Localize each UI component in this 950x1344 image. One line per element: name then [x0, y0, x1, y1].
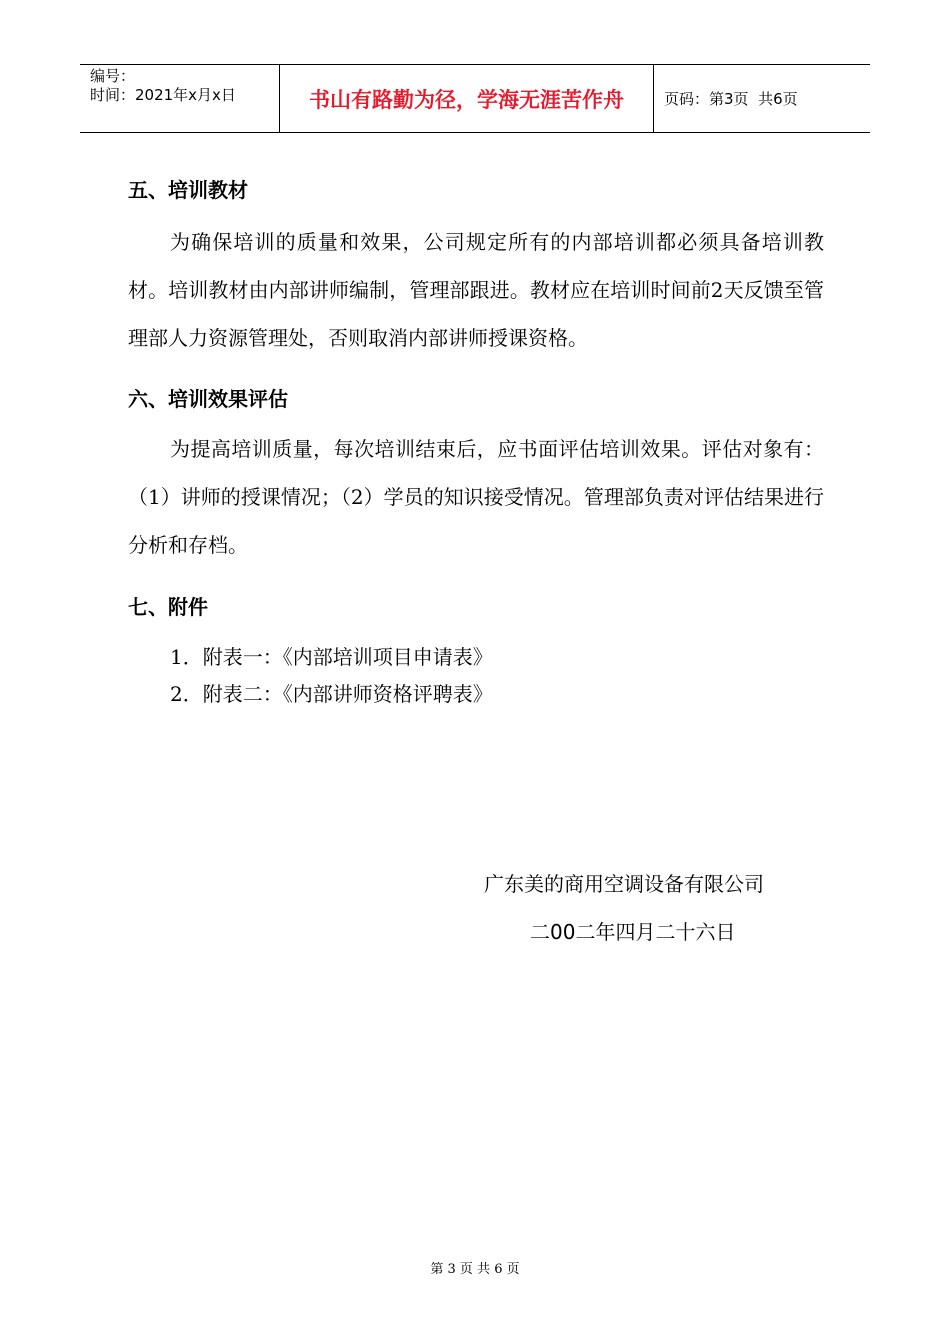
section-heading-materials: 五、培训教材 — [128, 178, 248, 202]
attachment-item: 1．附表一：《内部培训项目申请表》 — [170, 645, 493, 669]
page-header — [80, 64, 870, 133]
section-heading-evaluation: 六、培训效果评估 — [128, 387, 288, 411]
document-number-label: 编号： — [90, 67, 136, 85]
section-paragraph-materials: 为确保培训的质量和效果，公司规定所有的内部培训都必须具备培训教材。培训教材由内部讲师编制，管理部跟进。教材应在培训时间前2天反馈至管理部人力资源管理处，否则取消内部讲师授课资格。 — [128, 230, 824, 350]
header-meta — [80, 65, 280, 132]
signature-company: 广东美的商用空调设备有限公司 — [484, 872, 764, 896]
page-footer: 第 3 页 共 6 页 — [430, 1262, 520, 1277]
document-time-label: 时间：2021年x月x日 — [90, 86, 236, 104]
attachment-item: 2．附表二：《内部讲师资格评聘表》 — [170, 682, 493, 706]
header-page-info: 页码：第3页 共6页 — [664, 90, 798, 108]
section-paragraph-evaluation: 为提高培训质量，每次培训结束后，应书面评估培训效果。评估对象有：（1）讲师的授课情况；（2）学员的知识接受情况。管理部负责对评估结果进行分析和存档。 — [128, 437, 824, 557]
header-motto: 书山有路勤为径，学海无涯苦作舟 — [280, 65, 654, 132]
section-heading-attachments: 七、附件 — [128, 595, 208, 619]
signature-date: 二00二年四月二十六日 — [530, 920, 736, 944]
